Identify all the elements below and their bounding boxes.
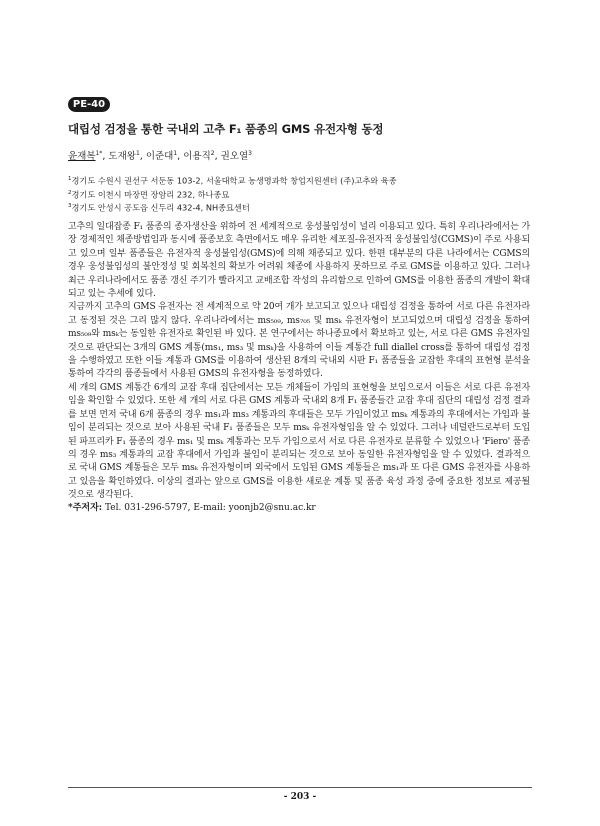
affiliation-text: 경기도 안성시 공도읍 신두리 432-4, NH종묘센터 [71,203,250,214]
abstract-paragraph: 고추의 일대잡종 F₁ 품종의 종자생산을 위하여 전 세계적으로 웅성불임성이 널리 이용되고 있다. 특히 우리나라에서는 가장 경제적인 채종방법임과 동시에 품종보호 측면에서도 매우 유리한 세포질-유전자적 웅성불임성(CGMS)이 주로 사용되고 있으며 일부 품종들은 유전자적 웅성불임성(GMS)에 의해 채종되고 있다. 한편 대부분의 다른 나라에서는 CGMS의 경우 웅성불임성의 불안정성 및 회복친의 확보가 어려워 채종에 사용하지 못하므로 주로 GMS를 이용하고 있다. 그러나 최근 우리나라에서도 품종 갱신 주기가 빨라지고 교배조합 작성의 유리함으로 인하여 GMS를 이용한 품종의 개발이 확대되고 있는 추세에 있다. [68,222,530,300]
contact-email: E-mail: yoonjb2@snu.ac.kr [193,503,316,513]
affiliation-mark: 3 [68,203,72,210]
contact-tel: Tel. 031-296-5797, [105,503,191,513]
author-separator: , [139,151,146,162]
corresponding-author-contact [68,500,538,513]
author-affiliation-mark: 3 [248,149,252,157]
abstract-body [68,221,530,503]
author-separator: , [214,151,221,162]
author-list [68,148,538,162]
affiliation-text: 경기도 이천시 마장면 장암리 232, 하나종묘 [71,189,230,200]
author-affiliation-mark: 1 [135,149,140,157]
author-name: 윤재복 [68,151,96,162]
abstract-paragraph: 세 개의 GMS 계통간 6개의 교잡 후대 집단에서는 모든 개체들이 가임의 표현형을 보임으로서 이들은 서로 다른 유전자임을 확인할 수 있었다. 또한 세 개의 서로 다른 GMS 계통과 국내외 8개 F₁ 품종들간 교잡 후대 집단의 대립성 검정 결과를 보면 먼저 국내 6개 품종의 경우 ms₁과 ms₃ 계통과의 후대들은 모두 가임이었고 msₖ 계통과의 후대에서는 가임과 불임이 분리되는 것으로 보아 사용된 국내 F₁ 품종들은 모두 msₖ 유전자형임을 알 수 있었다. 그러나 네덜란드로부터 도입된 파프리카 F₁ 품종의 경우 ms₁ 및 msₖ 계통과는 모두 가임으로서 서로 다른 유전자로 분류할 수 있었으나 'Fiero' 품종의 경우 ms₃ 계통과의 교잡 후대에서 가임과 불임이 분리되는 것으로 보아 동일한 유전자형임을 알 수 있었다. 결과적으로 국내 GMS 계통들은 모두 msₖ 유전자형이며 외국에서 도입된 GMS 계통들은 ms₁과 또 다른 GMS 유전자를 사용하고 있음을 확인하였다. 이상의 결과는 앞으로 GMS를 이용한 새로운 계통 및 품종 육성 과정 중에 중요한 정보로 제공될 것으로 생각된다. [68,382,530,501]
author-affiliation-mark: 2 [210,149,215,157]
author-affiliation-mark: 1 [173,149,178,157]
footer-rule [68,787,532,788]
affiliation-text: 경기도 수원시 권선구 서둔동 103-2, 서울대학교 농생명과학 창업지원센터 (주)고추와 육종 [71,175,397,186]
author-name: 이용직 [183,151,211,162]
affiliation-line [68,200,538,214]
affiliation-line [68,173,538,187]
page-number: - 203 - [283,792,317,802]
abstract-paragraph: 지금까지 고추의 GMS 유전자는 전 세계적으로 약 20여 개가 보고되고 있으나 대립성 검정을 통하여 서로 다른 유전자라고 동정된 것은 그리 많지 않다. 우리나라에서는 ms₅₀₉, ms₇₀₅ 및 msₖ 유전자형이 보고되었으며 대립성 검정을 통하여 ms₅₀₉와 msₖ는 동일한 유전자로 확인된 바 있다. 본 연구에서는 하나종묘에서 확보하고 있는, 서로 다른 GMS 유전자일 것으로 판단되는 3개의 GMS 계통(ms₁, ms₃ 및 msₖ)을 사용하여 이들 계통간 full diallel cross를 통하여 대립성 검정을 수행하였고 또한 이들 계통과 GMS를 이용하여 생산된 8개의 국내외 시판 F₁ 품종들을 교잡한 후대의 표현형 분석을 통하여 각각의 품종들에서 사용된 GMS의 유전자형을 동정하였다. [68,302,530,380]
affiliation-list [68,173,538,214]
author-name: 권오열 [220,151,249,162]
affiliation-line [68,187,538,201]
author-name: 이준대 [145,151,174,162]
author-affiliation-mark: 1* [95,149,103,157]
affiliation-mark: 2 [68,189,72,196]
session-badge: PE-40 [68,97,110,112]
author-separator: , [177,151,184,162]
paper-title: 대립성 검정을 통한 국내외 고추 F₁ 품종의 GMS 유전자형 동정 [68,122,384,136]
author-name: 도재왕 [108,151,136,162]
contact-label: *주저자: [68,503,103,513]
affiliation-mark: 1 [68,176,72,182]
author-separator: , [102,151,109,162]
